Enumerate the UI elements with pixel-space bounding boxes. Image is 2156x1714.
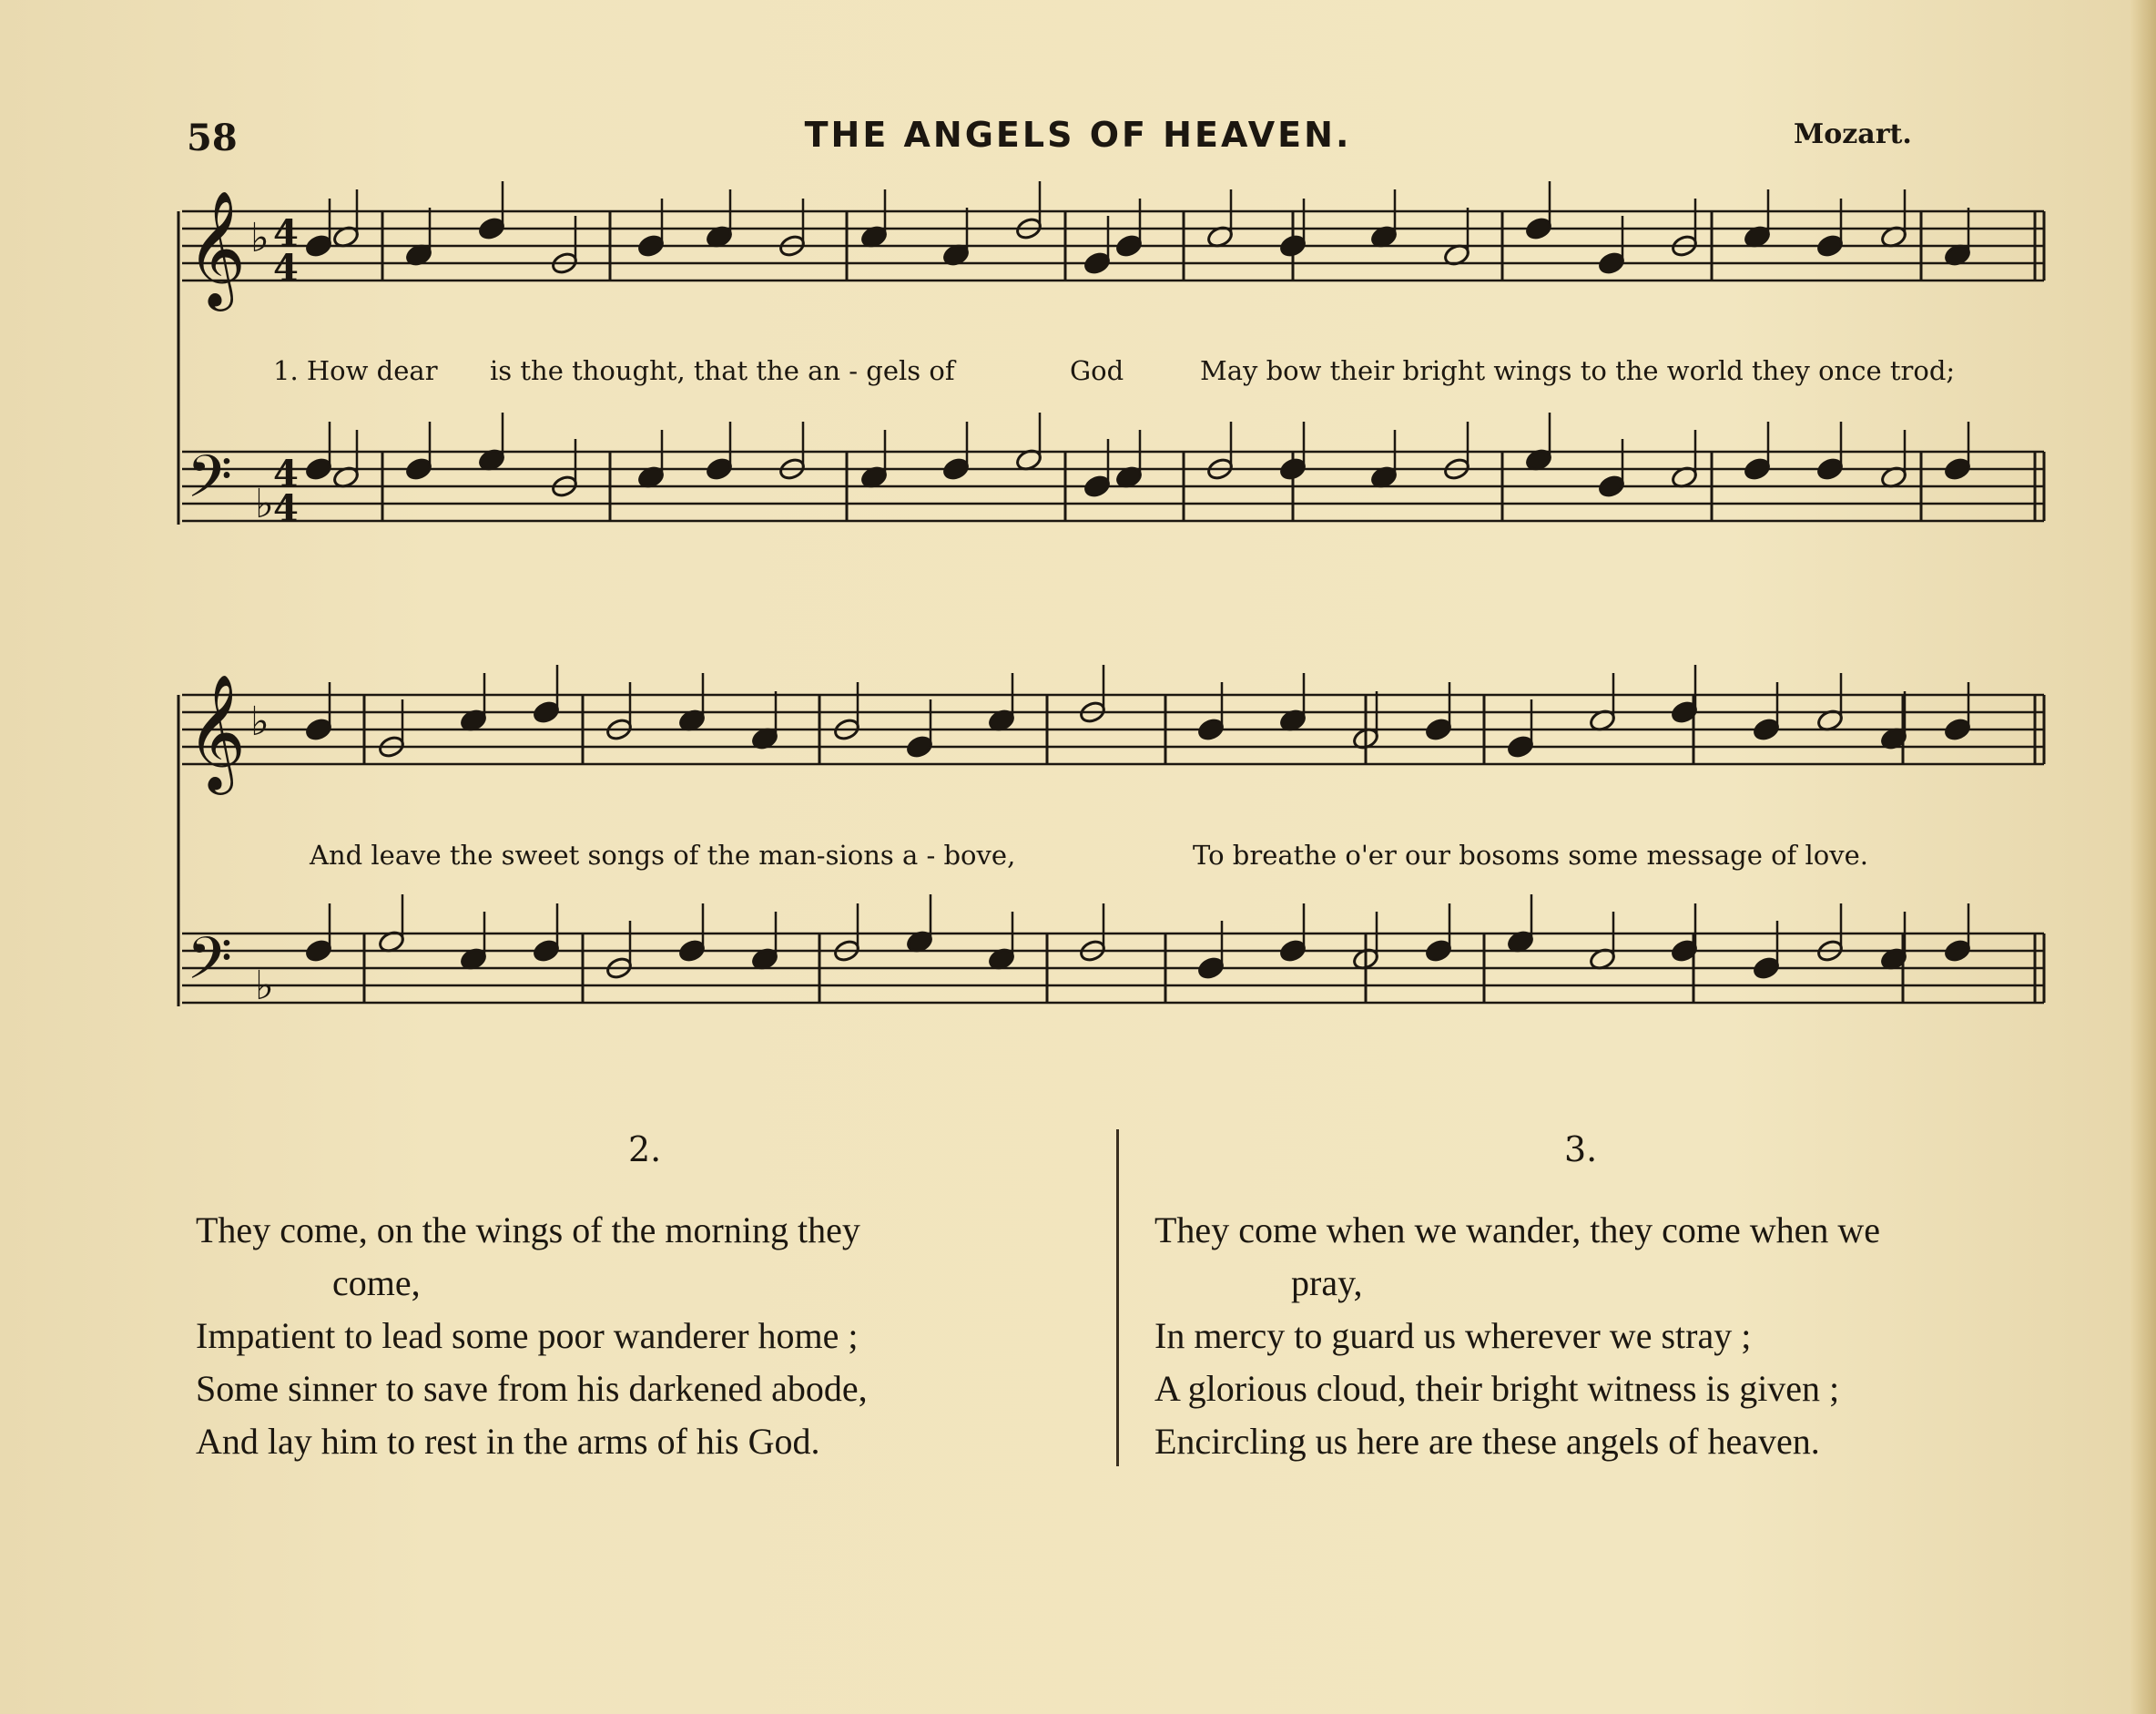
- verse-divider: [1116, 1129, 1119, 1466]
- verse-line: They come, on the wings of the morning they: [196, 1209, 860, 1250]
- verse-line: Encircling us here are these angels of heaven.: [1154, 1421, 1820, 1462]
- verse-line: In mercy to guard us wherever we stray ;: [1154, 1315, 1752, 1356]
- page-number: 58: [187, 117, 238, 159]
- lyrics-line-1-d: May bow their bright wings to the world they once trod;: [1200, 355, 1956, 386]
- bar-lines: [178, 211, 2044, 1006]
- flat-icon: ♭: [250, 215, 270, 261]
- page-title: THE ANGELS OF HEAVEN.: [804, 115, 1352, 155]
- flat-icon: ♭: [250, 699, 270, 745]
- lyrics-line-2-a: And leave the sweet songs of the man-sions a - bove,: [310, 840, 1016, 871]
- bass-clef-icon: 𝄢: [187, 444, 233, 525]
- verse-line: They come when we wander, they come when we: [1154, 1209, 1880, 1250]
- verse-line: Some sinner to save from his darkened abode,: [196, 1368, 868, 1409]
- lyrics-line-1-b: is the thought, that the an - gels of: [490, 355, 955, 386]
- lyrics-line-2-b: To breathe o'er our bosoms some message of love.: [1193, 840, 1869, 871]
- clefs: [187, 189, 299, 1009]
- verse-line: A glorious cloud, their bright witness is given ;: [1154, 1368, 1840, 1409]
- verse-line: And lay him to rest in the arms of his God.: [196, 1421, 820, 1462]
- staff-lines: [182, 211, 2044, 1003]
- treble-clef-icon: 𝄞: [187, 189, 247, 306]
- verse-2-text: [196, 1204, 868, 1468]
- lyrics-line-1-c: God: [1070, 355, 1124, 386]
- verse-line: pray,: [1291, 1262, 1363, 1303]
- time-signature: 4: [273, 487, 299, 530]
- verse-2-number: 2.: [628, 1129, 662, 1169]
- flat-icon: ♭: [255, 963, 274, 1009]
- verse-line: come,: [332, 1262, 421, 1303]
- lyrics-line-1-a: 1. How dear: [273, 355, 438, 386]
- verse-line: Impatient to lead some poor wanderer home ;: [196, 1315, 859, 1356]
- time-signature: 4: [273, 247, 299, 290]
- time-signature: 4: [273, 212, 299, 255]
- flat-icon: ♭: [255, 481, 274, 527]
- time-signature: 4: [273, 453, 299, 495]
- verse-3-text: [1154, 1204, 1880, 1468]
- treble-clef-icon: 𝄞: [187, 673, 247, 790]
- verse-3-number: 3.: [1564, 1129, 1598, 1169]
- bass-clef-icon: 𝄢: [187, 925, 233, 1007]
- composer-name: Mozart.: [1794, 118, 1912, 150]
